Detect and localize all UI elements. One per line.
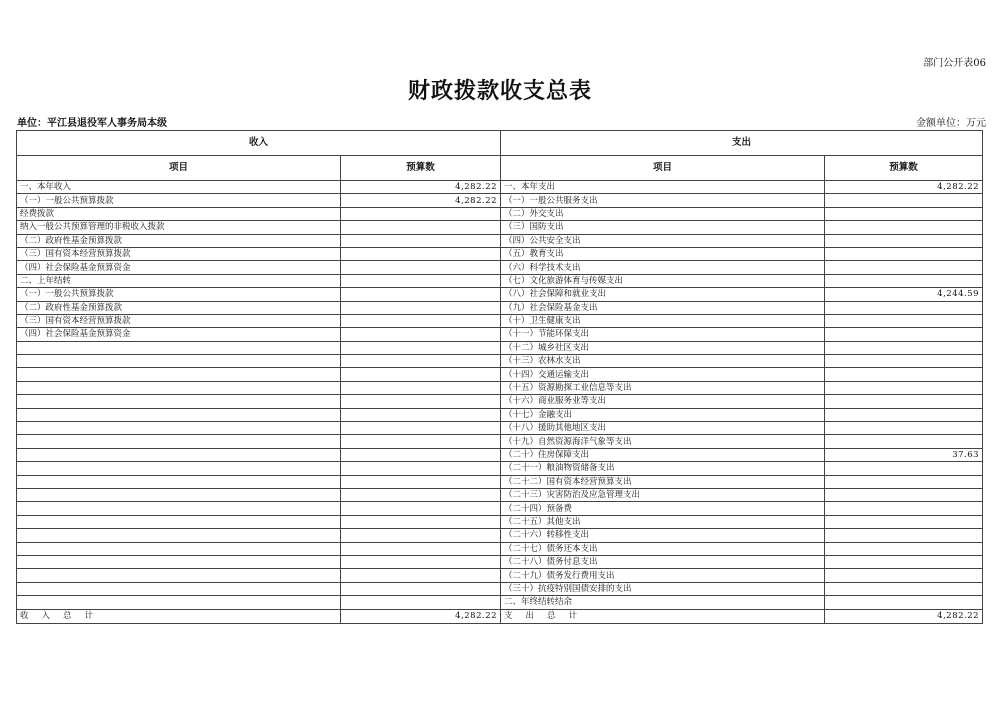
table-row xyxy=(17,341,983,354)
expense-total-label: 支出总计 xyxy=(501,609,825,623)
table-row xyxy=(17,288,983,301)
income-item-cell: 纳入一般公共预算管理的非税收入拨款 xyxy=(17,221,341,234)
expense-value-cell xyxy=(825,542,983,555)
expense-item-cell: 二、年终结转结余 xyxy=(501,596,825,609)
expense-item-header: 项目 xyxy=(501,156,825,181)
table-row xyxy=(17,408,983,421)
income-value-cell xyxy=(341,341,501,354)
income-item-cell: 一、本年收入 xyxy=(17,181,341,194)
income-value-cell xyxy=(341,328,501,341)
expense-value-cell xyxy=(825,529,983,542)
income-value-cell xyxy=(341,207,501,220)
income-item-cell xyxy=(17,488,341,501)
income-item-cell xyxy=(17,341,341,354)
income-item-cell: （三）国有资本经营预算拨款 xyxy=(17,314,341,327)
income-value-cell xyxy=(341,462,501,475)
table-row xyxy=(17,221,983,234)
expense-value-cell xyxy=(825,569,983,582)
expense-value-cell: 4,244.59 xyxy=(825,288,983,301)
expense-value-cell xyxy=(825,301,983,314)
expense-item-cell: （六）科学技术支出 xyxy=(501,261,825,274)
income-item-cell: （二）政府性基金预算拨款 xyxy=(17,301,341,314)
expense-item-cell: （二十）住房保障支出 xyxy=(501,448,825,461)
table-row xyxy=(17,368,983,381)
expense-item-cell: （三）国防支出 xyxy=(501,221,825,234)
income-item-cell xyxy=(17,515,341,528)
table-row xyxy=(17,555,983,568)
expense-value-cell xyxy=(825,408,983,421)
income-item-cell: （四）社会保险基金预算资金 xyxy=(17,328,341,341)
income-item-cell xyxy=(17,475,341,488)
expense-value-cell xyxy=(825,328,983,341)
expense-item-cell: （二）外交支出 xyxy=(501,207,825,220)
income-item-cell: （一）一般公共预算拨款 xyxy=(17,288,341,301)
income-value-cell xyxy=(341,448,501,461)
table-row xyxy=(17,181,983,194)
income-header: 收入 xyxy=(17,131,501,156)
expense-value-cell xyxy=(825,261,983,274)
expense-item-cell: （四）公共安全支出 xyxy=(501,234,825,247)
table-row xyxy=(17,234,983,247)
expense-item-cell: （十三）农林水支出 xyxy=(501,355,825,368)
income-value-cell xyxy=(341,408,501,421)
expense-value-cell xyxy=(825,194,983,207)
income-value-cell xyxy=(341,555,501,568)
expense-header: 支出 xyxy=(501,131,983,156)
expense-item-cell: （九）社会保险基金支出 xyxy=(501,301,825,314)
expense-value-cell xyxy=(825,488,983,501)
expense-item-cell: （七）文化旅游体育与传媒支出 xyxy=(501,274,825,287)
income-item-cell xyxy=(17,368,341,381)
expense-value-cell xyxy=(825,502,983,515)
expense-item-cell: （十六）商业服务业等支出 xyxy=(501,395,825,408)
expense-item-cell: （二十三）灾害防治及应急管理支出 xyxy=(501,488,825,501)
table-row xyxy=(17,462,983,475)
expense-total-value: 4,282.22 xyxy=(825,609,983,623)
table-row xyxy=(17,529,983,542)
expense-item-cell: （十四）交通运输支出 xyxy=(501,368,825,381)
table-row xyxy=(17,301,983,314)
income-value-cell xyxy=(341,596,501,609)
table-row xyxy=(17,207,983,220)
income-item-cell: 二、上年结转 xyxy=(17,274,341,287)
amount-unit-label: 金额单位：万元 xyxy=(916,118,986,129)
income-item-cell xyxy=(17,462,341,475)
expense-item-cell: （五）教育支出 xyxy=(501,247,825,260)
income-item-cell: 经费拨款 xyxy=(17,207,341,220)
income-total-label: 收入总计 xyxy=(17,609,341,623)
expense-value-cell xyxy=(825,475,983,488)
income-value-cell xyxy=(341,234,501,247)
expense-value-cell: 4,282.22 xyxy=(825,181,983,194)
expense-value-cell xyxy=(825,274,983,287)
table-row xyxy=(17,502,983,515)
income-item-cell xyxy=(17,355,341,368)
table-row xyxy=(17,569,983,582)
table-row xyxy=(17,488,983,501)
form-code: 部门公开表06 xyxy=(923,58,986,69)
expense-item-cell: （二十九）债务发行费用支出 xyxy=(501,569,825,582)
income-value-cell xyxy=(341,288,501,301)
expense-value-cell xyxy=(825,221,983,234)
expense-value-cell xyxy=(825,314,983,327)
expense-item-cell: （十五）资源勘探工业信息等支出 xyxy=(501,381,825,394)
total-row xyxy=(17,609,983,623)
expense-value-cell xyxy=(825,555,983,568)
income-value-cell xyxy=(341,314,501,327)
income-item-cell xyxy=(17,502,341,515)
table-row xyxy=(17,261,983,274)
table-row xyxy=(17,475,983,488)
expense-value-cell xyxy=(825,435,983,448)
table-row xyxy=(17,247,983,260)
table-row xyxy=(17,274,983,287)
expense-item-cell: （八）社会保障和就业支出 xyxy=(501,288,825,301)
income-value-cell xyxy=(341,221,501,234)
expense-value-cell xyxy=(825,247,983,260)
expense-item-cell: （二十六）转移性支出 xyxy=(501,529,825,542)
income-item-cell xyxy=(17,408,341,421)
expense-item-cell: （十）卫生健康支出 xyxy=(501,314,825,327)
table-row xyxy=(17,422,983,435)
expense-item-cell: （二十五）其他支出 xyxy=(501,515,825,528)
page-title: 财政拨款收支总表 xyxy=(407,79,592,104)
income-item-cell: （一）一般公共预算拨款 xyxy=(17,194,341,207)
expense-value-cell xyxy=(825,341,983,354)
income-value-cell xyxy=(341,355,501,368)
income-value-cell xyxy=(341,435,501,448)
expense-item-cell: （十一）节能环保支出 xyxy=(501,328,825,341)
expense-value-cell xyxy=(825,395,983,408)
income-value-cell xyxy=(341,247,501,260)
expense-item-cell: （二十二）国有资本经营预算支出 xyxy=(501,475,825,488)
income-value-cell xyxy=(341,569,501,582)
income-item-cell xyxy=(17,381,341,394)
table-row xyxy=(17,448,983,461)
income-budget-header: 预算数 xyxy=(341,156,501,181)
income-item-cell: （四）社会保险基金预算资金 xyxy=(17,261,341,274)
table-row xyxy=(17,381,983,394)
expense-value-cell xyxy=(825,422,983,435)
expense-item-cell: 一、本年支出 xyxy=(501,181,825,194)
expense-value-cell xyxy=(825,355,983,368)
expense-item-cell: （二十七）债务还本支出 xyxy=(501,542,825,555)
table-row xyxy=(17,194,983,207)
expense-item-cell: （十八）援助其他地区支出 xyxy=(501,422,825,435)
income-value-cell xyxy=(341,529,501,542)
expense-item-cell: （十九）自然资源海洋气象等支出 xyxy=(501,435,825,448)
expense-value-cell xyxy=(825,596,983,609)
income-item-cell xyxy=(17,435,341,448)
income-value-cell xyxy=(341,515,501,528)
income-item-cell xyxy=(17,448,341,461)
income-value-cell xyxy=(341,422,501,435)
expense-item-cell: （二十四）预备费 xyxy=(501,502,825,515)
income-item-cell xyxy=(17,422,341,435)
income-item-cell xyxy=(17,569,341,582)
table-row xyxy=(17,435,983,448)
income-value-cell xyxy=(341,582,501,595)
income-value-cell xyxy=(341,274,501,287)
expense-item-cell: （十二）城乡社区支出 xyxy=(501,341,825,354)
table-row xyxy=(17,596,983,609)
income-value-cell: 4,282.22 xyxy=(341,194,501,207)
income-item-cell xyxy=(17,596,341,609)
income-value-cell: 4,282.22 xyxy=(341,181,501,194)
expense-value-cell: 37.63 xyxy=(825,448,983,461)
income-item-cell xyxy=(17,582,341,595)
expense-item-cell: （三十）抗疫特别国债安排的支出 xyxy=(501,582,825,595)
expense-value-cell xyxy=(825,381,983,394)
table-row xyxy=(17,314,983,327)
expense-value-cell xyxy=(825,515,983,528)
income-value-cell xyxy=(341,542,501,555)
table-row xyxy=(17,542,983,555)
income-item-cell: （三）国有资本经营预算拨款 xyxy=(17,247,341,260)
income-value-cell xyxy=(341,395,501,408)
income-value-cell xyxy=(341,301,501,314)
expense-budget-header: 预算数 xyxy=(825,156,983,181)
expense-item-cell: （十七）金融支出 xyxy=(501,408,825,421)
table-row xyxy=(17,355,983,368)
income-value-cell xyxy=(341,368,501,381)
income-value-cell xyxy=(341,475,501,488)
expense-value-cell xyxy=(825,582,983,595)
income-item-cell xyxy=(17,542,341,555)
budget-table xyxy=(16,130,983,624)
expense-item-cell: （二十八）债务付息支出 xyxy=(501,555,825,568)
income-item-cell: （二）政府性基金预算拨款 xyxy=(17,234,341,247)
expense-item-cell: （一）一般公共服务支出 xyxy=(501,194,825,207)
income-item-cell xyxy=(17,395,341,408)
table-row xyxy=(17,395,983,408)
income-value-cell xyxy=(341,381,501,394)
income-item-cell xyxy=(17,555,341,568)
income-value-cell xyxy=(341,502,501,515)
table-row xyxy=(17,515,983,528)
table-row xyxy=(17,328,983,341)
unit-label: 单位：平江县退役军人事务局本级 xyxy=(17,118,167,129)
table-row xyxy=(17,582,983,595)
expense-value-cell xyxy=(825,207,983,220)
expense-value-cell xyxy=(825,462,983,475)
table-body xyxy=(17,181,983,610)
expense-item-cell: （二十一）粮油物资储备支出 xyxy=(501,462,825,475)
income-item-header: 项目 xyxy=(17,156,341,181)
expense-value-cell xyxy=(825,234,983,247)
expense-value-cell xyxy=(825,368,983,381)
income-value-cell xyxy=(341,261,501,274)
income-value-cell xyxy=(341,488,501,501)
income-item-cell xyxy=(17,529,341,542)
income-total-value: 4,282.22 xyxy=(341,609,501,623)
